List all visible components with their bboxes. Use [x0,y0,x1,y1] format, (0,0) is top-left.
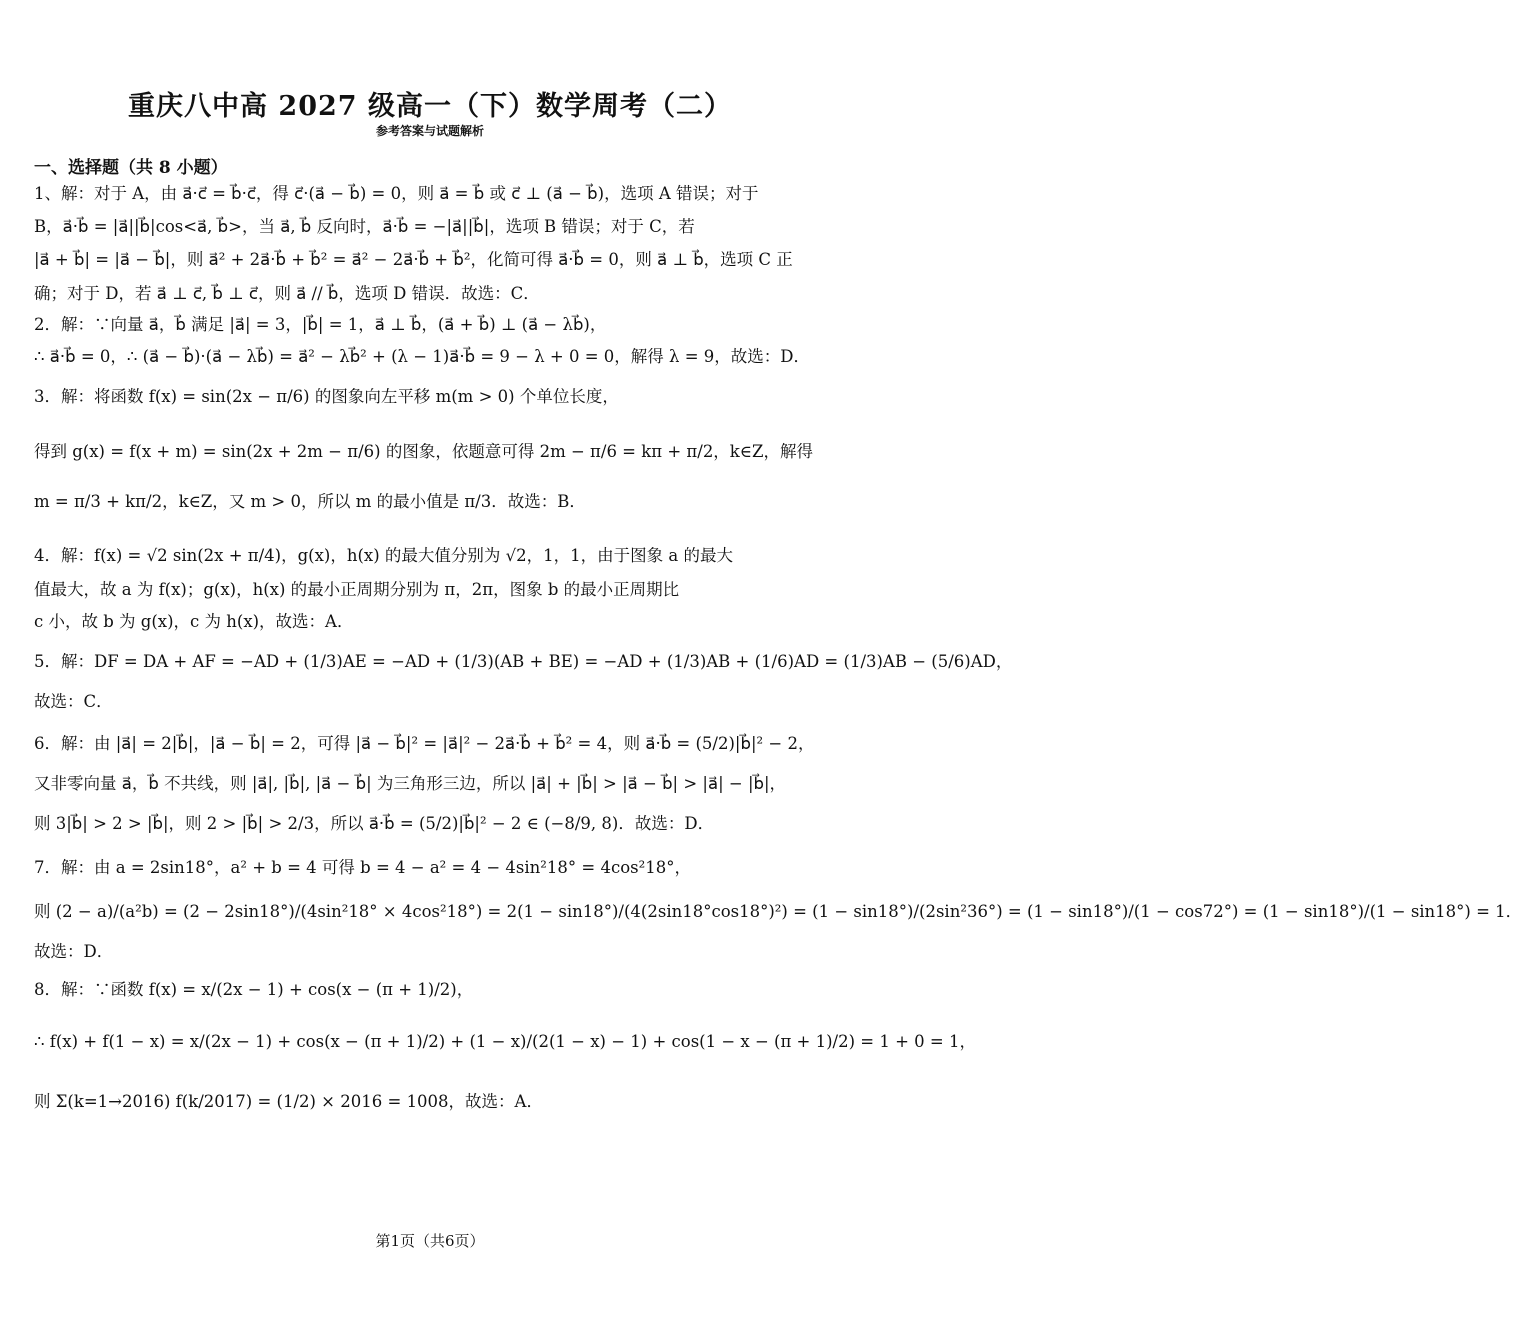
solution-line: 4．解：f(x) = √2 sin(2x + π/4)，g(x)，h(x) 的最大值分别为 √2，1，1，由于图象 a 的最大 [34,546,733,565]
solution-line: 则 3|b⃗| > 2 > |b⃗|，则 2 > |b⃗| > 2/3，所以 a⃗·b⃗ = (5/2)|b⃗|² − 2 ∈ (−8/9, 8)．故选：D． [34,814,715,833]
page-number: 第1页（共6页） [375,1232,485,1250]
page-subtitle: 参考答案与试题解析 [375,124,484,138]
solution-line: 得到 g(x) = f(x + m) = sin(2x + 2m − π/6) 的图象，依题意可得 2m − π/6 = kπ + π/2，k∈Z，解得 [34,442,813,461]
solution-line: 8．解：∵函数 f(x) = x/(2x − 1) + cos(x − (π + 1)/2)， [34,980,474,999]
solution-line: c 小，故 b 为 g(x)，c 为 h(x)，故选：A． [34,612,354,631]
solution-line: 故选：D． [34,942,114,961]
solution-line: 1、解：对于 A，由 a⃗·c⃗ = b⃗·c⃗，得 c⃗·(a⃗ − b⃗) = 0，则 a⃗ = b⃗ 或 c⃗ ⊥ (a⃗ − b⃗)，选项 A 错误；对于 [34,184,759,203]
solution-line: 则 (2 − a)/(a²b) = (2 − 2sin18°)/(4sin²18° × 4cos²18°) = 2(1 − sin18°)/(4(2sin18°cos18°)²) = (1 − sin18°)/(2sin²36°) = (1 − sin18°)/(1 − cos72°) = (1 − sin18°)/(1 − sin18°) = 1． [34,902,1522,921]
solution-line: 又非零向量 a⃗，b⃗ 不共线，则 |a⃗|, |b⃗|, |a⃗ − b⃗| 为三角形三边，所以 |a⃗| + |b⃗| > |a⃗ − b⃗| > |a⃗| − |b⃗|， [34,774,787,793]
solution-line: 确；对于 D，若 a⃗ ⊥ c⃗, b⃗ ⊥ c⃗，则 a⃗ // b⃗，选项 D 错误．故选：C． [34,284,540,303]
solution-line: |a⃗ + b⃗| = |a⃗ − b⃗|，则 a⃗² + 2a⃗·b⃗ + b⃗² = a⃗² − 2a⃗·b⃗ + b⃗²，化简可得 a⃗·b⃗ = 0，则 a⃗ ⊥ b⃗，选项 C 正 [34,250,793,269]
solution-line: 5．解：DF = DA + AF = −AD + (1/3)AE = −AD + (1/3)(AB + BE) = −AD + (1/3)AB + (1/6)AD = (1/3)AB − (5/6)AD， [34,652,1013,671]
solution-line: 故选：C． [34,692,113,711]
solution-line: ∴ a⃗·b⃗ = 0，∴ (a⃗ − b⃗)·(a⃗ − λb⃗) = a⃗² − λb⃗² + (λ − 1)a⃗·b⃗ = 9 − λ + 0 = 0，解得 λ = 9，故选：D． [34,347,811,366]
page-title: 重庆八中高 2027 级高一（下）数学周考（二） [128,91,732,122]
solution-line: ∴ f(x) + f(1 − x) = x/(2x − 1) + cos(x − (π + 1)/2) + (1 − x)/(2(1 − x) − 1) + cos(1 − x − (π + 1)/2) = 1 + 0 = 1， [34,1032,976,1051]
solution-line: 值最大，故 a 为 f(x)；g(x)，h(x) 的最小正周期分别为 π，2π，图象 b 的最小正周期比 [34,580,680,599]
solution-line: 则 Σ(k=1→2016) f(k/2017) = (1/2) × 2016 = 1008，故选：A． [34,1092,543,1111]
solution-line: B，a⃗·b⃗ = |a⃗||b⃗|cos<a⃗, b⃗>，当 a⃗, b⃗ 反向时，a⃗·b⃗ = −|a⃗||b⃗|，选项 B 错误；对于 C，若 [34,217,695,236]
solution-line: 3．解：将函数 f(x) = sin(2x − π/6) 的图象向左平移 m(m > 0) 个单位长度， [34,387,619,406]
solution-line: m = π/3 + kπ/2，k∈Z，又 m > 0，所以 m 的最小值是 π/3．故选：B． [34,492,586,511]
solution-line: 6．解：由 |a⃗| = 2|b⃗|，|a⃗ − b⃗| = 2，可得 |a⃗ − b⃗|² = |a⃗|² − 2a⃗·b⃗ + b⃗² = 4，则 a⃗·b⃗ = (5/2)|b⃗|² − 2， [34,734,815,753]
solution-line: 2．解：∵向量 a⃗，b⃗ 满足 |a⃗| = 3，|b⃗| = 1，a⃗ ⊥ b⃗，(a⃗ + b⃗) ⊥ (a⃗ − λb⃗)， [34,315,607,334]
solution-line: 7．解：由 a = 2sin18°，a² + b = 4 可得 b = 4 − a² = 4 − 4sin²18° = 4cos²18°， [34,858,691,877]
section-heading: 一、选择题（共 8 小题） [34,158,228,178]
